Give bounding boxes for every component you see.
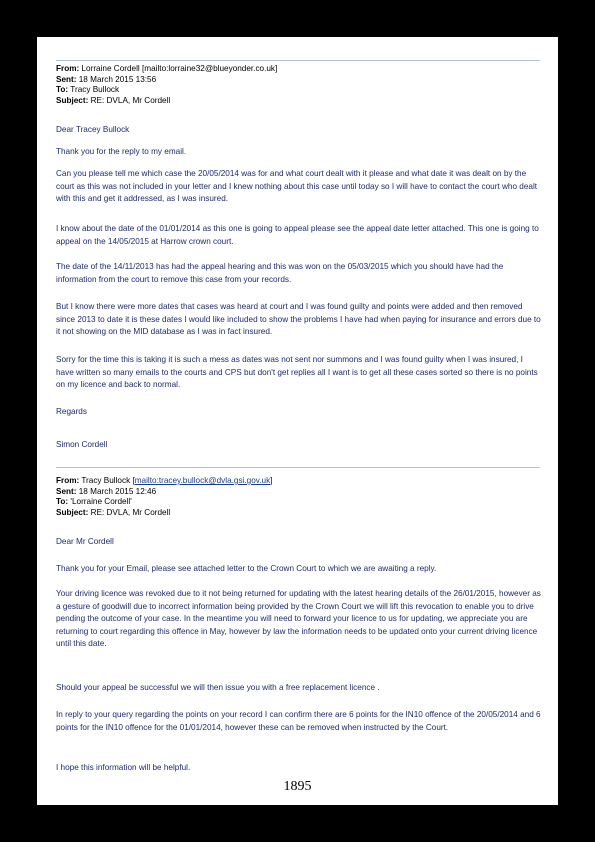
email1-sent: Sent: 18 March 2015 13:56 <box>56 74 157 84</box>
email1-paragraph: I know about the date of the 01/01/2014 as this one is going to appeal please see the appeal date letter attached. This one is going to appeal on the 14/05/2015 at Harrow crown court. <box>56 224 539 246</box>
email1-signoff: Regards <box>56 407 87 416</box>
email2-closing: I hope this information will be helpful. <box>56 763 191 772</box>
email2-header <box>56 476 540 518</box>
email2-paragraph: Your driving licence was revoked due to it not being returned for updating with the latest hearing details of the 26/01/2015, however as a gesture of goodwill due to incorrect information being provided by the Crown Court we will lift this revocation to enable you to drive pending the outcome of your case. In the meantime you will need to forward your licence to us for updating, we appreciate you are returning to court regarding this offence in May, however by law the information needs to be updated onto your current driving licence until this date. <box>56 589 541 649</box>
email2-from: From: Tracy Bullock [mailto:tracey.bullock@dvla.gsi.gov.uk] <box>56 476 273 485</box>
email2-subject: Subject: RE: DVLA, Mr Cordell <box>56 507 171 517</box>
separator-top <box>56 60 540 61</box>
separator-middle <box>56 467 540 468</box>
email1-to: To: Tracy Bullock <box>56 85 120 95</box>
email1-from: From: Lorraine Cordell [mailto:lorraine32@blueyonder.co.uk] <box>56 64 278 73</box>
email2-greeting: Dear Mr Cordell <box>56 537 114 546</box>
email1-paragraph: Sorry for the time this is taking it is such a mess as dates was not sent nor summons and I was found guilty when I was insured, I have written so many emails to the courts and CPS but don't get replies all I want is to get all these cases sorted so there is no points on my licence and back to normal. <box>56 355 538 390</box>
email1-header <box>56 64 540 106</box>
email1-paragraph: The date of the 14/11/2013 has had the appeal hearing and this was won on the 05/03/2015 which you should have had the information from the court to remove this case from your records. <box>56 262 504 284</box>
email2-paragraph: Thank you for your Email, please see attached letter to the Crown Court to which we are awaiting a reply. <box>56 564 437 573</box>
page-number: 1895 <box>283 779 312 794</box>
email1-paragraph: Thank you for the reply to my email. <box>56 147 187 156</box>
email2-paragraph: Should your appeal be successful we will then issue you with a free replacement licence . <box>56 683 380 692</box>
email1-paragraph: But I know there were more dates that cases was heard at court and I was found guilty and points were added and then removed since 2013 to date it is these dates I would like included to show the problems I have had when paying for insurance and errors due to it not showing on the MID database as I was in fact insured. <box>56 302 541 337</box>
email1-paragraph: Can you please tell me which case the 20/05/2014 was for and what court dealt with it please and what date it was dealt on by the court as this was not included in your letter and I knew nothing about this case until today so I will have to contact the court who dealt with this and get it addressed, as I was insured. <box>56 169 538 204</box>
email2-paragraph: In reply to your query regarding the points on your record I can confirm there are 6 points for the IN10 offence of the 20/05/2014 and 6 points for the IN10 offence for the 01/01/2014, however these can be removed when instructed by the Court. <box>56 710 541 732</box>
document-page <box>37 37 558 805</box>
email2-to: To: 'Lorraine Cordell' <box>56 497 132 507</box>
email1-subject: Subject: RE: DVLA, Mr Cordell <box>56 95 171 105</box>
email2-sent: Sent: 18 March 2015 12:46 <box>56 486 157 496</box>
email2-from-link[interactable]: mailto:tracey.bullock@dvla.gsi.gov.uk <box>134 476 271 485</box>
email1-greeting: Dear Tracey Bullock <box>56 125 130 134</box>
email1-signature: Simon Cordell <box>56 440 108 449</box>
